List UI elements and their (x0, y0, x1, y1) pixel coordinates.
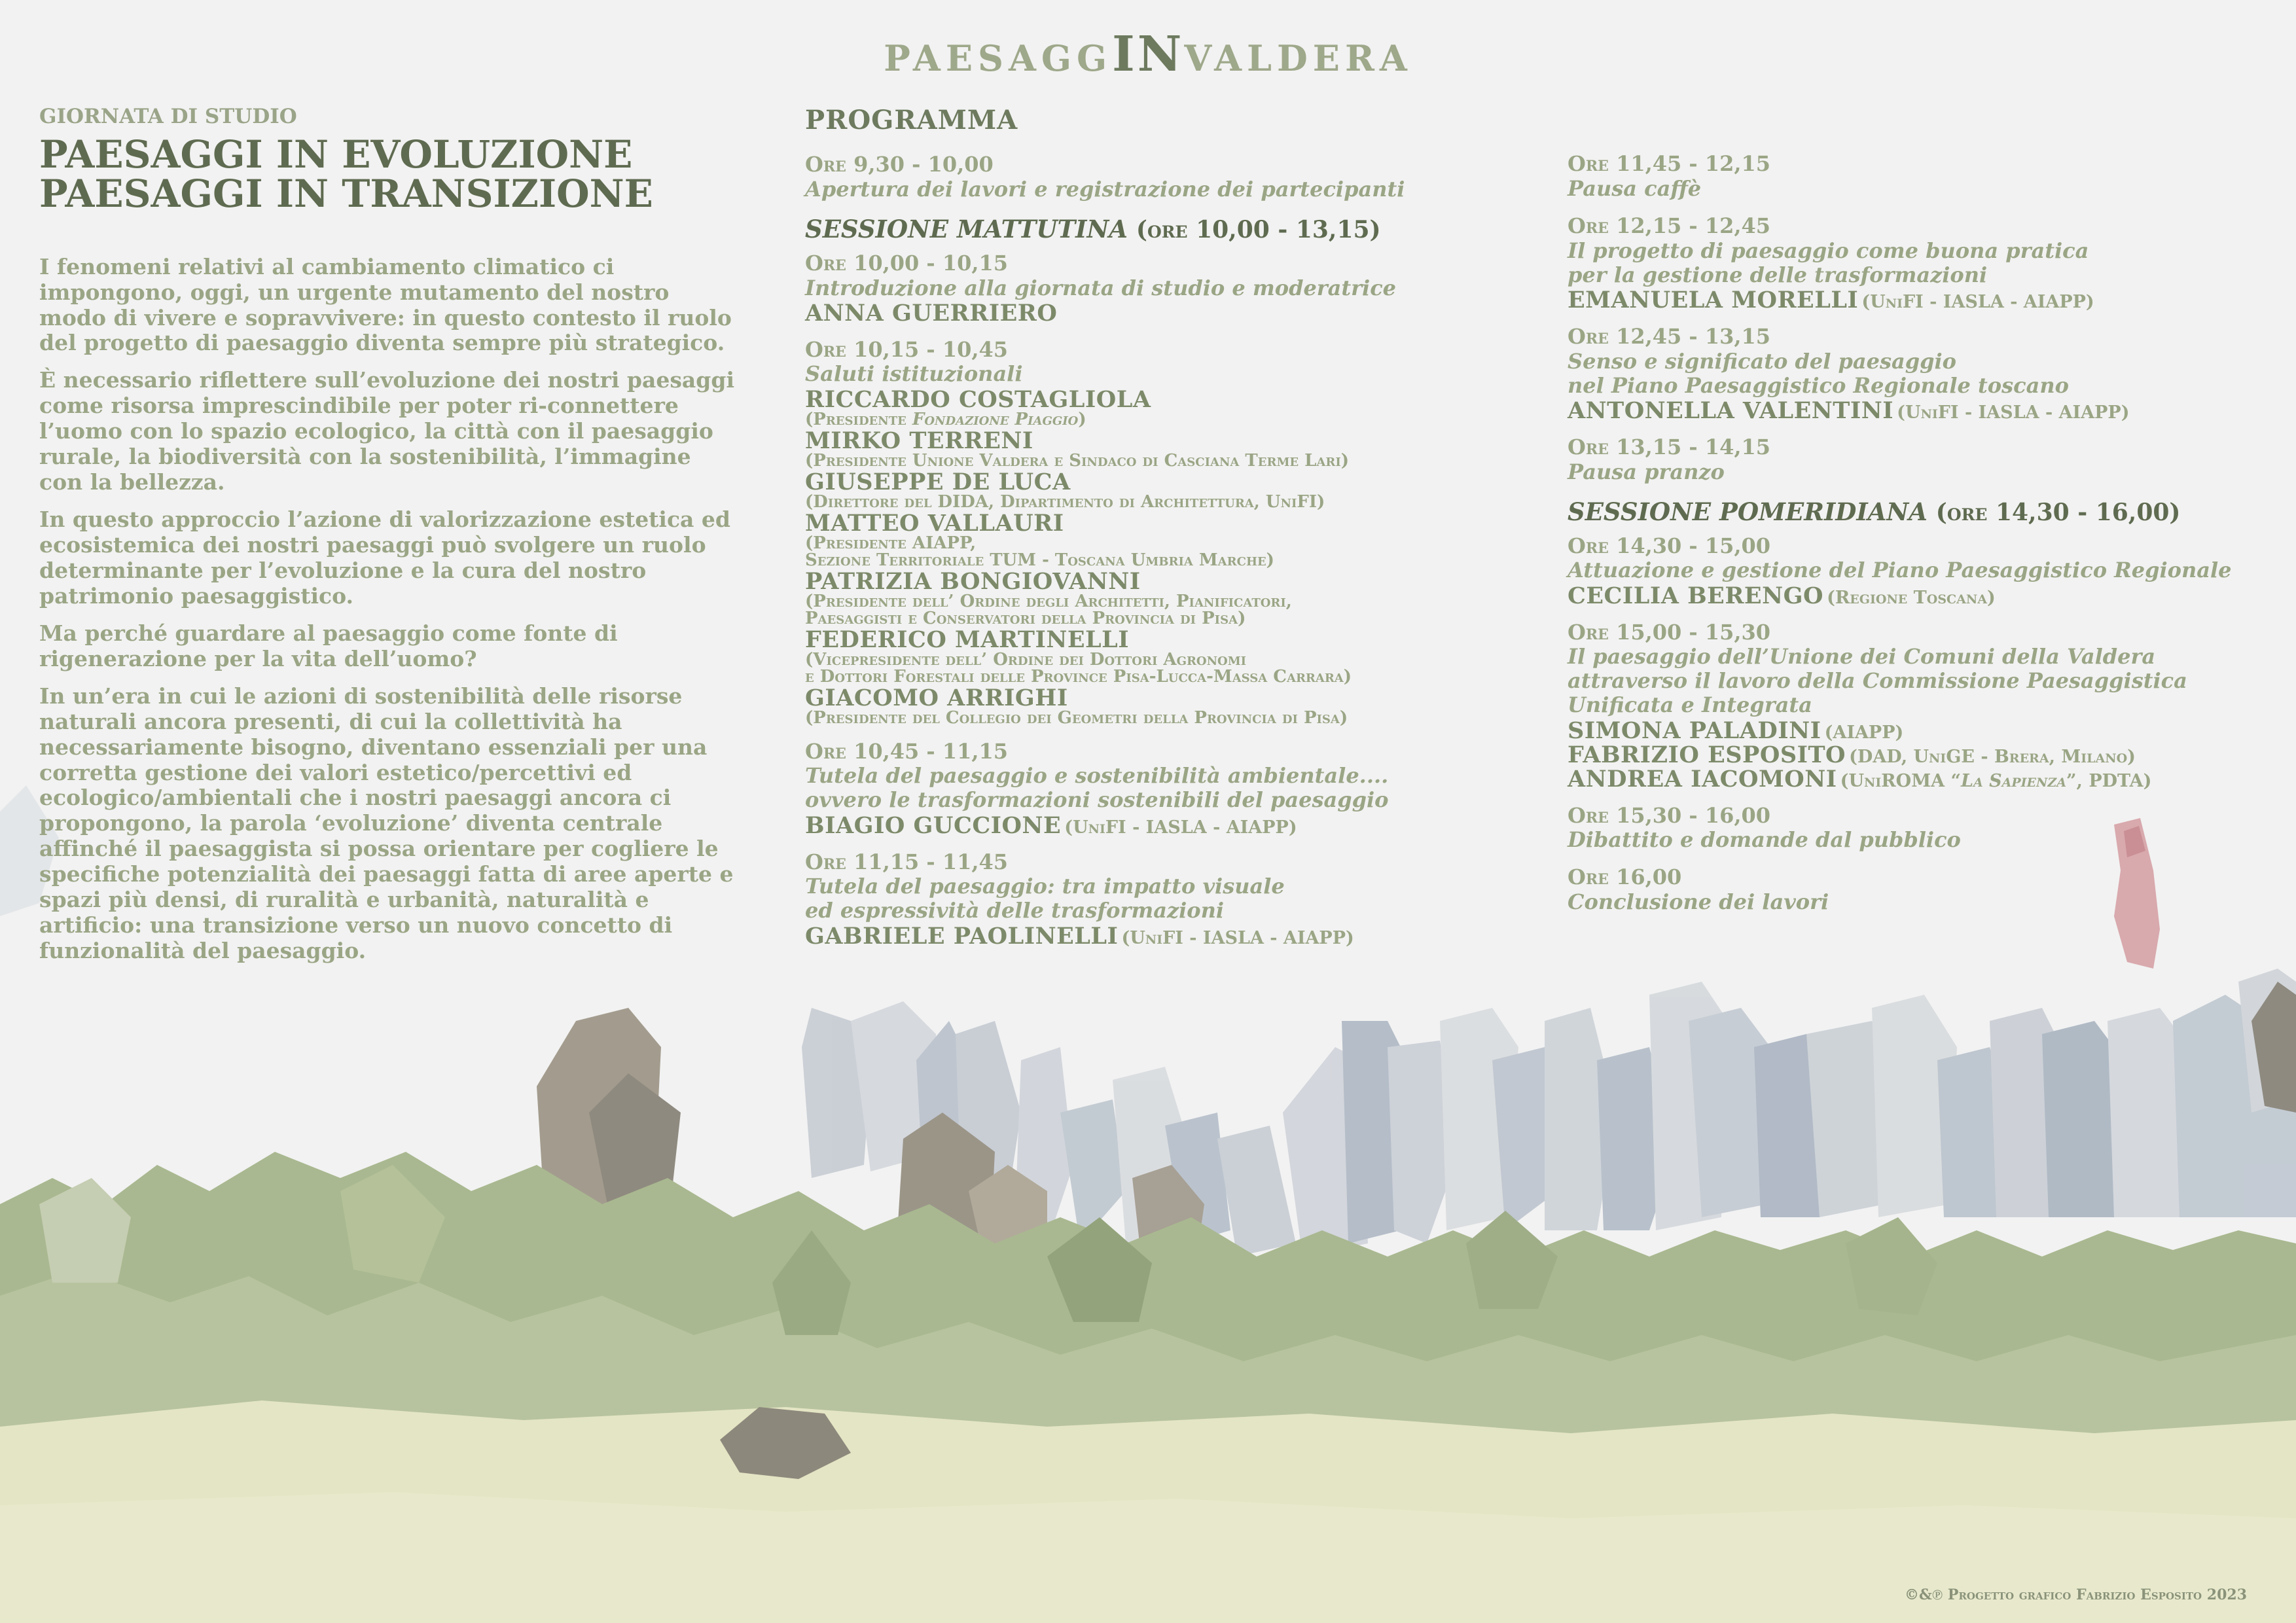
speaker-affiliation: (UniROMA “La Sapienza”, PDTA) (1840, 770, 2152, 791)
speaker-entry (805, 628, 1538, 685)
speaker-name: ANDREA IACOMONI (1568, 765, 1837, 793)
intro-paragraph: In un’era in cui le azioni di sostenibilità delle risorse naturali ancora presenti, di cui la collettività ha necessariamente bisogno, diventano essenziali per una corretta gestione dei valori estetico/percettivi ed ecologico/ambientali che i nostri paesaggi ancora ci propongono, la parola ‘evoluzione’ diventa centrale affinché il paesaggista si possa orientare per cogliere le specifiche potenzialità dei paesaggi fatta di aree aperte e spazi più densi, di ruralità e urbanità, naturalità e artificio: una transizione verso un nuovo concetto di funzionalità del paesaggio. (39, 683, 734, 964)
session-name: SESSIONE POMERIDIANA (1568, 497, 1928, 526)
speaker-role: Sezione Territoriale TUM - Toscana Umbria Marche) (805, 550, 1274, 570)
slot-time: Ore 15,30 - 16,00 (1568, 802, 1771, 828)
session-hours: (ore 14,30 - 16,00) (1935, 498, 2181, 526)
slot-title: Il paesaggio dell’Unione dei Comuni della Valdera (1568, 644, 2156, 669)
speaker-affiliation: (AIAPP) (1824, 722, 1904, 743)
speaker-name: MATTEO VALLAURI (805, 509, 1064, 537)
schedule-slot-coffee (1568, 152, 2274, 201)
intro-paragraph: In questo approccio l’azione di valorizzazione estetica ed ecosistemica dei nostri paesaggi può svolgere un ruolo determinante per l’evoluzione e la cura del nostro patrimonio paesaggistico. (39, 507, 730, 609)
speaker-affiliation: (UniFI - IASLA - AIAPP) (1897, 402, 2130, 423)
slot-title: ed espressività delle trasformazioni (805, 898, 1225, 923)
slot-time: Ore 10,00 - 10,15 (805, 250, 1009, 276)
speaker-name: RICCARDO COSTAGLIOLA (805, 385, 1151, 413)
speaker-role: (Presidente Fondazione Piaggio) (805, 409, 1086, 429)
slot-title: Conclusione dei lavori (1568, 889, 1829, 915)
speaker-affiliation: (UniFI - IASLA - AIAPP) (1064, 817, 1297, 838)
intro-column (39, 105, 740, 976)
speaker-name: MIRKO TERRENI (805, 427, 1033, 454)
speaker-affiliation: (DAD, UniGE - Brera, Milano) (1849, 746, 2136, 767)
design-credit: ©&℗ Progetto grafico Fabrizio Esposito 2023 (1904, 1586, 2247, 1603)
schedule-slot-talk (1568, 325, 2274, 422)
speaker-name: GIUSEPPE DE LUCA (805, 468, 1071, 495)
programme-column-1 (805, 105, 1538, 961)
session-name: SESSIONE MATTUTINA (805, 214, 1128, 243)
slot-title: Pausa pranzo (1568, 459, 1725, 484)
event-kicker: GIORNATA DI STUDIO (39, 105, 297, 128)
slot-title: Tutela del paesaggio e sostenibilità ambientale.... (805, 763, 1389, 789)
slot-time: Ore 16,00 (1568, 865, 1682, 890)
programme-title: PROGRAMMA (805, 105, 1018, 135)
slot-time: Ore 9,30 - 10,00 (805, 152, 994, 177)
schedule-slot-debate (1568, 804, 2274, 853)
speaker-name: GABRIELE PAOLINELLI (805, 922, 1119, 950)
slot-time: Ore 10,45 - 11,15 (805, 738, 1009, 764)
slot-time: Ore 12,45 - 13,15 (1568, 323, 1771, 349)
headline-line-1: PAESAGGI IN EVOLUZIONE (39, 132, 633, 177)
speaker-entry (805, 567, 1538, 628)
speaker-entry (805, 429, 1538, 469)
brand-title-highlight: IN (1112, 26, 1185, 82)
speaker-role: Paesaggisti e Conservatori della Provincia di Pisa) (805, 608, 1246, 628)
session-heading-morning (805, 215, 1538, 243)
slot-time: Ore 11,15 - 11,45 (805, 849, 1009, 874)
slot-title: Tutela del paesaggio: tra impatto visuale (805, 874, 1285, 899)
speaker-name: GIACOMO ARRIGHI (805, 684, 1068, 711)
slot-title: Introduzione alla giornata di studio e moderatrice (805, 275, 1397, 300)
slot-time: Ore 10,15 - 10,45 (805, 336, 1009, 362)
slot-title: Unificata e Integrata (1568, 692, 1812, 718)
slot-title: Pausa caffè (1568, 175, 1702, 201)
schedule-slot-talk (805, 740, 1538, 837)
speaker-name: ANNA GUERRIERO (805, 299, 1058, 327)
speaker-affiliation: (UniFI - IASLA - AIAPP) (1121, 927, 1354, 948)
speaker-role: e Dottori Forestali delle Province Pisa-Lucca-Massa Carrara) (805, 666, 1352, 687)
speaker-role: (Presidente dell’ Ordine degli Architetti, Pianificatori, (805, 591, 1292, 611)
speaker-role: (Direttore del DIDA, Dipartimento di Architettura, UniFI) (805, 491, 1325, 512)
slot-time: Ore 13,15 - 14,15 (1568, 434, 1771, 459)
slot-time: Ore 14,30 - 15,00 (1568, 533, 1771, 558)
speaker-affiliation: (Regione Toscana) (1827, 587, 1996, 608)
speaker-entry (805, 509, 1538, 570)
slot-time: Ore 15,00 - 15,30 (1568, 619, 1771, 645)
speaker-affiliation: (UniFI - IASLA - AIAPP) (1861, 291, 2094, 312)
schedule-slot-lunch (1568, 435, 2274, 484)
slot-title: Saluti istituzionali (805, 361, 1023, 387)
slot-title: Il progetto di paesaggio come buona pratica (1568, 238, 2089, 263)
slot-title: Apertura dei lavori e registrazione dei partecipanti (805, 176, 1405, 202)
speaker-role: (Presidente Unione Valdera e Sindaco di Casciana Terme Lari) (805, 450, 1350, 471)
brand-title-part-2: VALDERA (1184, 37, 1412, 79)
brand-title-part-1: PAESAGG (884, 37, 1113, 79)
speaker-name: CECILIA BERENGO (1568, 582, 1823, 609)
speaker-name: PATRIZIA BONGIOVANNI (805, 567, 1141, 595)
schedule-slot-closing (1568, 865, 2274, 914)
slot-title: Dibattito e domande dal pubblico (1568, 827, 1961, 853)
speaker-role: (Vicepresidente dell’ Ordine dei Dottori Agronomi (805, 649, 1247, 669)
programme-column-2 (1568, 152, 2274, 927)
speaker-entry (805, 468, 1538, 512)
speaker-name: EMANUELA MORELLI (1568, 286, 1859, 313)
headline-line-2: PAESAGGI IN TRANSIZIONE (39, 171, 653, 217)
slot-title: Attuazione e gestione del Piano Paesaggistico Regionale (1568, 558, 2232, 583)
slot-title: ovvero le trasformazioni sostenibili del paesaggio (805, 787, 1389, 813)
slot-time: Ore 12,15 - 12,45 (1568, 213, 1771, 238)
brand-title (0, 26, 2296, 82)
intro-paragraph: È necessario riflettere sull’evoluzione dei nostri paesaggi come risorsa imprescindibile per poter ri-connettere l’uomo con lo spazio ecologico, la città con il paesaggio rurale, la biodiversità con la sostenibilità, l’immagine con la bellezza. (39, 367, 734, 495)
schedule-slot-talk (805, 850, 1538, 948)
schedule-slot-intro (805, 251, 1538, 325)
schedule-slot-talk (1568, 534, 2274, 607)
schedule-slot-talk (1568, 214, 2274, 312)
speaker-name: FEDERICO MARTINELLI (805, 626, 1130, 653)
speaker-name: BIAGIO GUCCIONE (805, 812, 1062, 839)
speaker-role: (Presidente AIAPP, (805, 533, 977, 553)
schedule-slot-talk (1568, 620, 2274, 791)
slot-title: attraverso il lavoro della Commissione Paesaggistica (1568, 668, 2187, 694)
speaker-name: ANTONELLA VALENTINI (1568, 397, 1894, 424)
event-headline (39, 132, 740, 217)
intro-paragraph: Ma perché guardare al paesaggio come fonte di rigenerazione per la vita dell’uomo? (39, 620, 618, 671)
speaker-entry (805, 684, 1538, 728)
schedule-slot-greetings (805, 338, 1538, 726)
speaker-name: FABRIZIO ESPOSITO (1568, 741, 1846, 768)
slot-title: Senso e significato del paesaggio (1568, 348, 1956, 374)
intro-paragraph: I fenomeni relativi al cambiamento climatico ci impongono, oggi, un urgente mutamento del nostro modo di vivere e sopravvivere: in questo contesto il ruolo del progetto di paesaggio diventa sempre più strategico. (39, 253, 732, 356)
speaker-name: SIMONA PALADINI (1568, 717, 1821, 744)
session-heading-afternoon (1568, 497, 2274, 526)
speaker-entry (805, 385, 1538, 429)
slot-time: Ore 11,45 - 12,15 (1568, 151, 1771, 176)
slot-title: nel Piano Paesaggistico Regionale toscano (1568, 372, 2069, 398)
speaker-role: (Presidente del Collegio dei Geometri della Provincia di Pisa) (805, 707, 1348, 728)
session-hours: (ore 10,00 - 13,15) (1136, 215, 1381, 243)
slot-title: per la gestione delle trasformazioni (1568, 262, 1988, 287)
schedule-slot-opening (805, 152, 1538, 202)
